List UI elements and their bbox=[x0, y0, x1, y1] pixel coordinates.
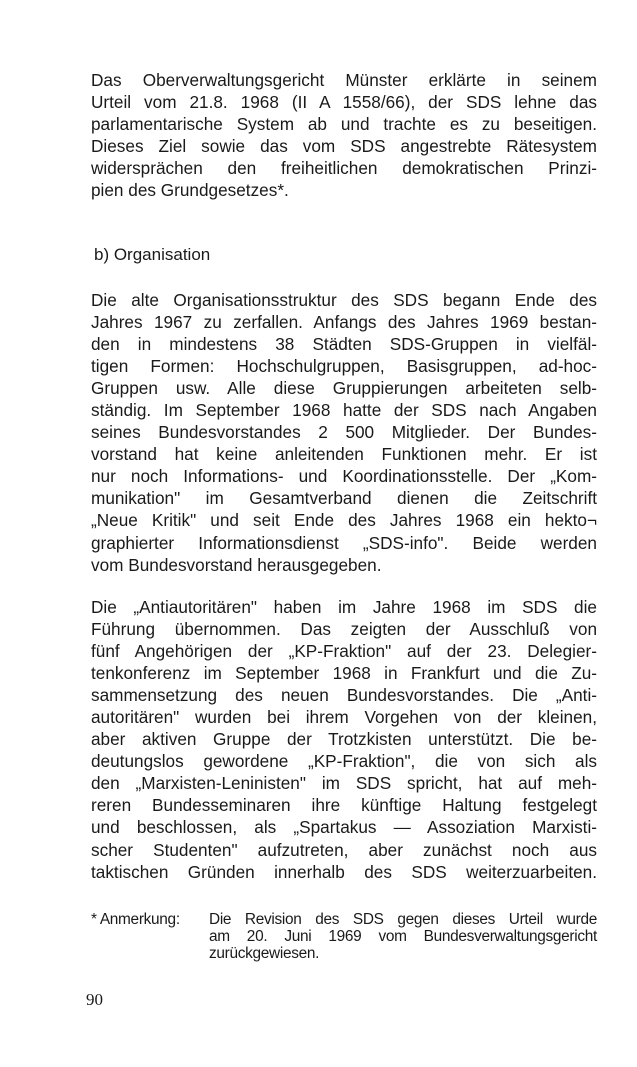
text-line: Die „Antiautoritären" haben im Jahre 1968 im SDS die bbox=[91, 597, 597, 617]
text-line: graphierter Informationsdienst „SDS-info". Beide werden bbox=[91, 532, 597, 553]
text-line: Das Oberverwaltungsgericht Münster erklärte in seinem bbox=[91, 70, 597, 90]
text-line: tigen Formen: Hochschulgruppen, Basisgruppen, ad-hoc- bbox=[91, 356, 597, 377]
text-line: parlamentarische System ab und trachte es zu beseitigen. bbox=[91, 114, 597, 135]
text-line: sammensetzung des neuen Bundesvorstandes. Die „Anti- bbox=[91, 685, 597, 706]
text-line: aber aktiven Gruppe der Trotzkisten unterstützt. Die be- bbox=[91, 729, 597, 750]
footnote-body bbox=[209, 911, 597, 962]
text-line: autoritären" wurden bei ihrem Vorgehen von der kleinen, bbox=[91, 707, 597, 728]
text-line: seines Bundesvorstandes 2 500 Mitglieder. Der Bundes- bbox=[91, 422, 597, 443]
text-line: Führung übernommen. Das zeigten der Ausschluß von bbox=[91, 619, 597, 640]
text-line: taktischen Gründen innerhalb des SDS weiterzuarbeiten. bbox=[91, 861, 597, 882]
text-line: Gruppen usw. Alle diese Gruppierungen arbeiteten selb- bbox=[91, 378, 597, 399]
text-line: Jahres 1967 zu zerfallen. Anfangs des Jahres 1969 bestan- bbox=[91, 312, 597, 333]
text-line: „Neue Kritik" und seit Ende des Jahres 1968 ein hekto¬ bbox=[91, 510, 597, 531]
text-line: widersprächen den freiheitlichen demokratischen Prinzi- bbox=[91, 158, 597, 179]
footnote-line: zurückgewiesen. bbox=[209, 945, 320, 962]
text-line: und beschlossen, als „Spartakus — Assoziation Marxisti- bbox=[91, 817, 597, 838]
paragraph-organisation bbox=[91, 289, 597, 576]
paragraph-court-ruling bbox=[91, 69, 597, 201]
footnote-label: * Anmerkung: bbox=[91, 911, 180, 928]
footnote-line: Die Revision des SDS gegen dieses Urteil wurde bbox=[209, 911, 597, 928]
footnote-line: am 20. Juni 1969 vom Bundesverwaltungsgericht bbox=[209, 928, 597, 945]
text-line: fünf Angehörigen der „KP-Fraktion" auf der 23. Delegier- bbox=[91, 641, 597, 662]
text-line: nur noch Informations- und Koordinationsstelle. Der „Kom- bbox=[91, 466, 597, 487]
text-line: den „Marxisten-Leninisten" im SDS spricht, hat auf meh- bbox=[91, 773, 597, 794]
text-line: deutungslos gewordene „KP-Fraktion", die von sich als bbox=[91, 751, 597, 772]
text-line: pien des Grundgesetzes*. bbox=[91, 180, 289, 201]
text-line: Urteil vom 21.8. 1968 (II A 1558/66), der SDS lehne das bbox=[91, 92, 597, 113]
text-line: scher Studenten" aufzutreten, aber zunächst noch aus bbox=[91, 839, 597, 860]
text-line: reren Bundesseminaren ihre künftige Haltung festgelegt bbox=[91, 795, 597, 816]
page-number: 90 bbox=[86, 990, 103, 1009]
text-line: Dieses Ziel sowie das vom SDS angestrebte Rätesystem bbox=[91, 136, 597, 157]
text-line: tenkonferenz im September 1968 in Frankfurt und die Zu- bbox=[91, 663, 597, 684]
section-heading: b) Organisation bbox=[94, 245, 211, 264]
text-line: Die alte Organisationsstruktur des SDS begann Ende des bbox=[91, 290, 597, 310]
paragraph-antiautoritaere bbox=[91, 596, 597, 883]
text-line: den in mindestens 38 Städten SDS-Gruppen in vielfäl- bbox=[91, 334, 597, 355]
text-line: vorstand hat keine anleitenden Funktionen mehr. Er ist bbox=[91, 444, 597, 465]
text-line: vom Bundesvorstand herausgegeben. bbox=[91, 554, 382, 575]
text-line: munikation" im Gesamtverband dienen die Zeitschrift bbox=[91, 488, 597, 509]
text-line: ständig. Im September 1968 hatte der SDS nach Angaben bbox=[91, 400, 597, 421]
